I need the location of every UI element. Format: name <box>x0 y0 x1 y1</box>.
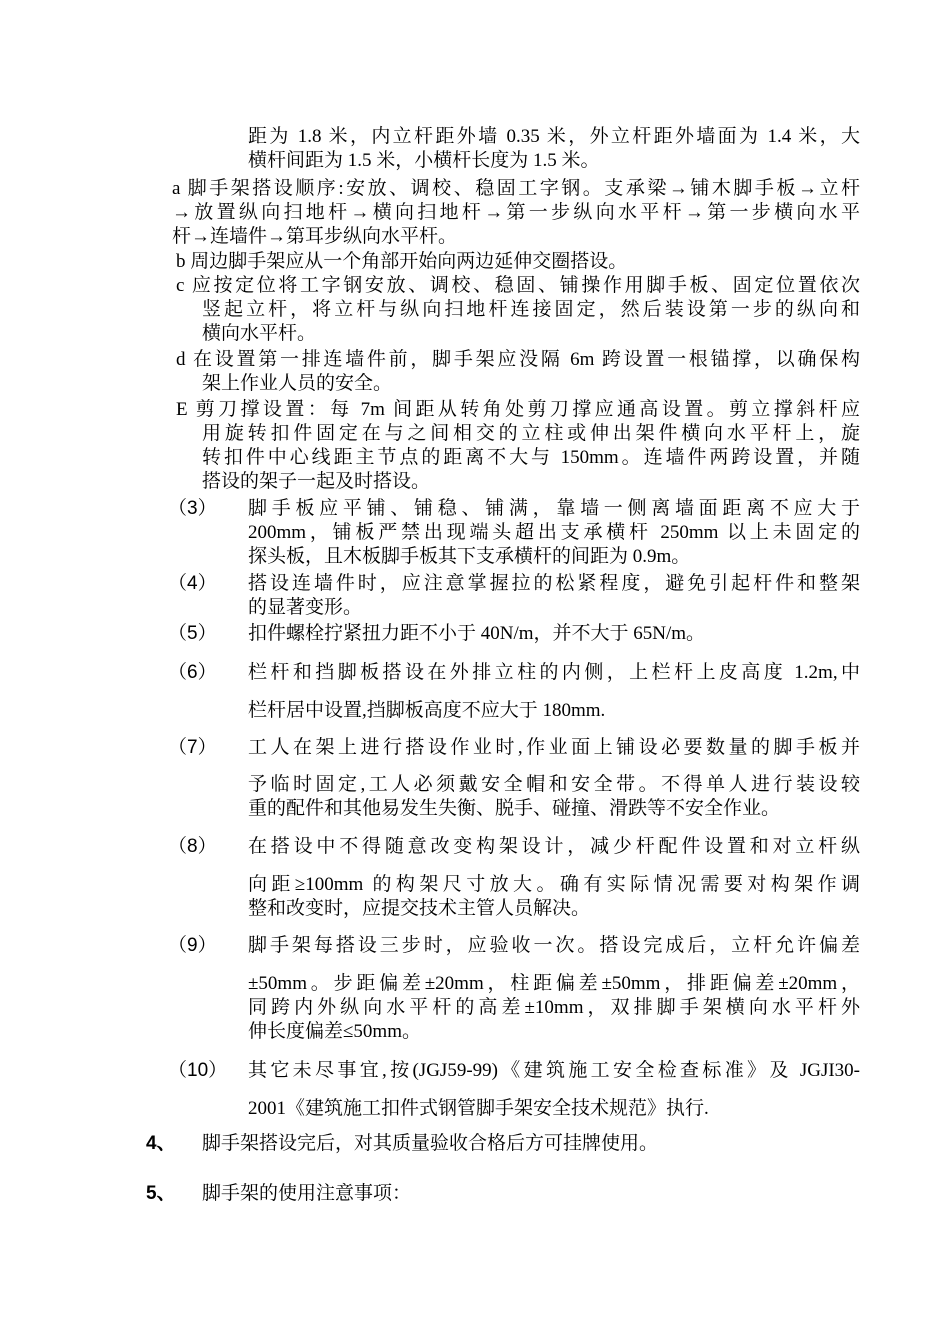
step-e-line: 搭设的架子一起及时搭设。 <box>202 471 431 492</box>
item-line: 搭设连墙件时，应注意掌握拉的松紧程度，避免引起杆件和整架 <box>248 573 860 594</box>
continuation-line: 距为 1.8 米，内立杆距外墙 0.35 米，外立杆距外墙面为 1.4 米，大 <box>248 126 860 147</box>
item-line: 探头板，且木板脚手板其下支承横杆的间距为 0.9m。 <box>248 546 691 567</box>
item-marker: （8） <box>168 836 217 857</box>
item-line: 向距≥100mm 的构架尺寸放大。确有实际情况需要对构架作调 <box>248 874 860 895</box>
item-line: 2001《建筑施工扣件式钢管脚手架安全技术规范》执行. <box>248 1098 709 1119</box>
step-b-line: b 周边脚手架应从一个角部开始向两边延伸交圈搭设。 <box>176 251 628 272</box>
step-e-line: 转扣件中心线距主节点的距离不大与 150mm。连墙件两跨设置，并随 <box>202 447 860 468</box>
item-marker: （9） <box>168 935 217 956</box>
item-line: 脚手架每搭设三步时，应验收一次。搭设完成后，立杆允许偏差 <box>248 935 860 956</box>
section-number: 4、 <box>146 1133 176 1154</box>
step-e-line: E 剪刀撑设置：每 7m 间距从转角处剪刀撑应通高设置。剪立撑斜杆应 <box>176 399 860 420</box>
item-line: ±50mm。步距偏差±20mm，柱距偏差±50mm，排距偏差±20mm， <box>248 973 860 994</box>
step-e-line: 用旋转扣件固定在与之间相交的立柱或伸出架件横向水平杆上，旋 <box>202 423 860 444</box>
item-line: 重的配件和其他易发生失衡、脱手、碰撞、滑跌等不安全作业。 <box>248 798 781 819</box>
item-line: 整和改变时，应提交技术主管人员解决。 <box>248 898 591 919</box>
step-d-line: d 在设置第一排连墙件前，脚手架应没隔 6m 跨设置一根锚撑，以确保构 <box>176 349 860 370</box>
step-c-line: 横向水平杆。 <box>202 323 317 344</box>
item-line: 伸长度偏差≤50mm。 <box>248 1021 421 1042</box>
section-heading: 脚手架搭设完后，对其质量验收合格后方可挂牌使用。 <box>202 1133 659 1154</box>
step-c-line: c 应按定位将工字钢安放、调校、稳固、铺操作用脚手板、固定位置依次 <box>176 275 860 296</box>
item-line: 同跨内外纵向水平杆的高差±10mm，双排脚手架横向水平杆外 <box>248 997 860 1018</box>
step-c-line: 竖起立杆，将立杆与纵向扫地杆连接固定，然后装设第一步的纵向和 <box>202 299 860 320</box>
step-d-line: 架上作业人员的安全。 <box>202 373 393 394</box>
item-line: 脚手板应平铺、铺稳、铺满，靠墙一侧离墙面距离不应大于 <box>248 498 860 519</box>
item-line: 栏杆和挡脚板搭设在外排立柱的内侧，上栏杆上皮高度 1.2m,中 <box>248 662 860 683</box>
item-line: 工人在架上进行搭设作业时,作业面上铺设必要数量的脚手板并 <box>248 737 860 758</box>
item-marker: （7） <box>168 737 217 758</box>
item-line: 200mm，铺板严禁出现端头超出支承横杆 250mm 以上未固定的 <box>248 522 860 543</box>
item-line: 栏杆居中设置,挡脚板高度不应大于 180mm. <box>248 700 606 721</box>
item-marker: （10） <box>168 1060 228 1081</box>
item-line: 其它未尽事宜,按(JGJ59-99)《建筑施工安全检查标准》及 JGJI30- <box>248 1060 860 1081</box>
item-marker: （6） <box>168 662 217 683</box>
item-line: 的显著变形。 <box>248 597 363 618</box>
item-line: 予临时固定,工人必须戴安全帽和安全带。不得单人进行装设较 <box>248 774 860 795</box>
item-marker: （3） <box>168 498 217 519</box>
section-heading: 脚手架的使用注意事项： <box>202 1183 412 1204</box>
step-a-line: a 脚手架搭设顺序:安放、调校、稳固工字钢。支承梁→铺木脚手板→立杆 <box>172 178 860 199</box>
step-a-line: →放置纵向扫地杆→横向扫地杆→第一步纵向水平杆→第一步横向水平 <box>172 202 860 223</box>
section-number: 5、 <box>146 1183 176 1204</box>
continuation-line: 横杆间距为 1.5 米，小横杆长度为 1.5 米。 <box>248 150 600 171</box>
item-marker: （5） <box>168 623 217 644</box>
step-a-line: 杆→连墙件→第耳步纵向水平杆。 <box>172 226 458 247</box>
item-line: 在搭设中不得随意改变构架设计，减少杆配件设置和对立杆纵 <box>248 836 860 857</box>
item-marker: （4） <box>168 573 217 594</box>
item-line: 扣件螺栓拧紧扭力距不小于 40N/m，并不大于 65N/m。 <box>248 623 706 644</box>
